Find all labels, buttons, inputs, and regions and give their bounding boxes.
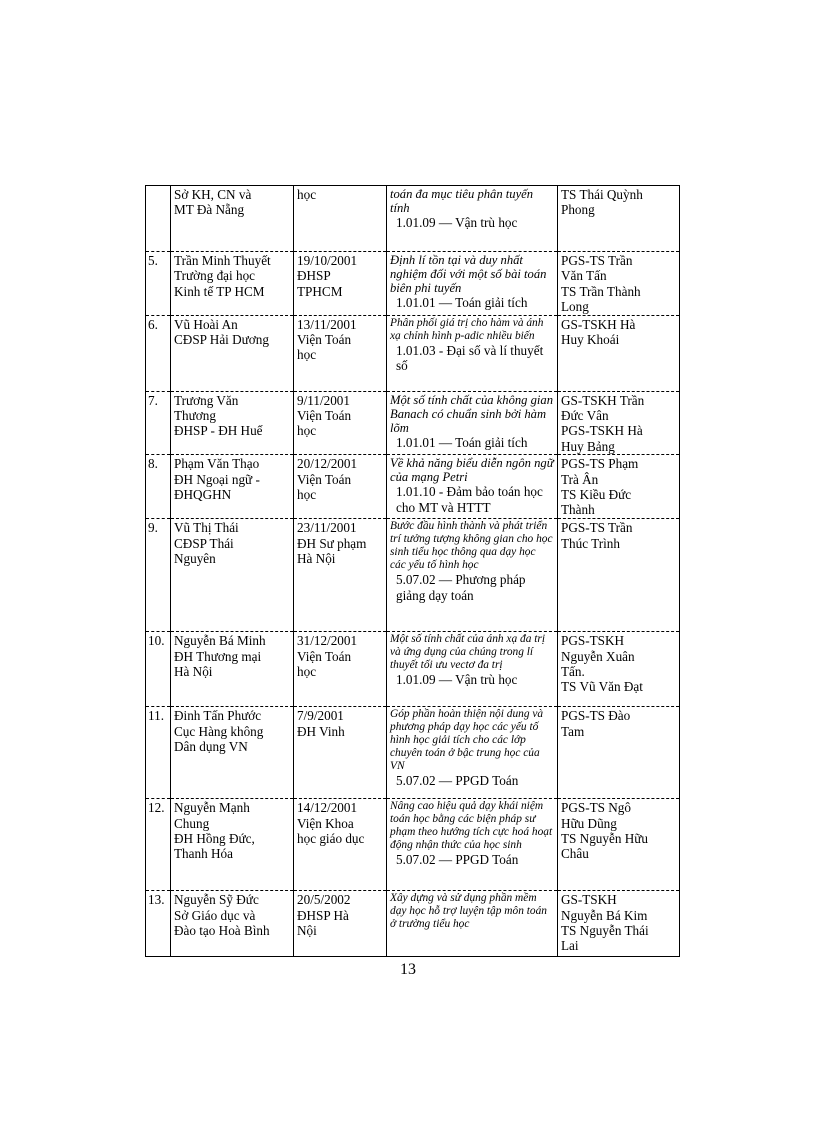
cell-line: TS Kiều Đức [561, 487, 632, 503]
author-cell [171, 186, 294, 252]
thesis-title: Một số tính chất của không gian Banach có chuẩn sinh bởi hàm lõm [390, 392, 553, 435]
table-row [146, 707, 680, 799]
cell-line: Cục Hàng không [174, 723, 264, 739]
cell-line: Viện Toán [297, 648, 352, 664]
author-cell [171, 391, 294, 455]
cell-line: 19/10/2001 [297, 253, 358, 268]
cell-line: ĐH Sư phạm [297, 535, 367, 551]
cell-line: Trường đại học [174, 268, 256, 284]
cell-line: Thương [174, 408, 216, 424]
cell-line: MT Đà Nẵng [174, 202, 245, 218]
advisor-cell [558, 519, 680, 632]
cell-line: Phạm Văn Thạo [174, 456, 260, 472]
specialty-code: 1.01.01 — Toán giải tích [396, 295, 528, 310]
author-cell [171, 455, 294, 519]
cell-line: PGS-TS Trần [561, 520, 633, 536]
cell-line: học [297, 487, 317, 503]
cell-line: Nguyễn Mạnh [174, 800, 250, 816]
cell-line: ĐHSP - ĐH Huế [174, 423, 263, 439]
advisor-cell [558, 252, 680, 316]
advisor-cell [558, 707, 680, 799]
defense-cell [294, 252, 387, 316]
cell-line: Nội [297, 923, 317, 939]
cell-line: Nguyễn Bá Kim [561, 907, 648, 923]
row-number: 6. [146, 315, 171, 391]
cell-line: ĐHQGHN [174, 487, 232, 503]
advisor-cell [558, 455, 680, 519]
defense-cell [294, 799, 387, 891]
table-row [146, 252, 680, 316]
thesis-title: Một số tính chất của ánh xạ đa trị và ứng dụng của chúng trong lí thuyết tối ưu vectơ đa trị [390, 633, 546, 672]
cell-line: Trương Văn [174, 392, 239, 408]
author-cell [171, 519, 294, 632]
cell-line: TS Nguyễn Hữu [561, 831, 649, 847]
cell-line: Phong [561, 202, 595, 218]
defense-cell [294, 315, 387, 391]
cell-line: Huy Bảng [561, 438, 615, 454]
row-number [146, 186, 171, 252]
cell-line: ĐHSP Hà [297, 907, 349, 923]
thesis-table [145, 185, 680, 957]
cell-line: Văn Tấn [561, 268, 607, 284]
table-row [146, 186, 680, 252]
cell-line: Sở Giáo dục và [174, 907, 256, 923]
cell-line: ĐH Hồng Đức, [174, 831, 255, 847]
thesis-title: Góp phần hoàn thiện nội dung và phương pháp dạy học các yếu tố hình học giải tích cho các lớp chuyên toán ở bậc trung học của VN [390, 708, 544, 773]
table-row [146, 391, 680, 455]
cell-line: ĐH Thương mại [174, 648, 262, 664]
cell-line: Sở KH, CN và [174, 187, 252, 202]
thesis-title-cell [387, 455, 558, 519]
cell-line: Hà Nội [297, 551, 336, 567]
cell-line: GS-TSKH [561, 892, 617, 908]
defense-cell [294, 707, 387, 799]
specialty-code: 5.07.02 — PPGD Toán [396, 773, 519, 789]
cell-line: Trà Ân [561, 471, 599, 487]
row-number: 5. [146, 252, 171, 316]
cell-line: học [297, 423, 317, 439]
cell-line: PGS-TS Đào [561, 708, 631, 724]
cell-line: Đức Vân [561, 408, 609, 424]
cell-line: 23/11/2001 [297, 520, 357, 536]
cell-line: học [297, 187, 317, 202]
cell-line: ĐHSP [297, 268, 331, 284]
cell-line: Huy Khoái [561, 332, 620, 348]
thesis-title: Phân phối giá trị cho hàm và ánh xạ chỉnh hình p-adic nhiều biến [390, 316, 544, 342]
thesis-title-cell [387, 186, 558, 252]
cell-line: PGS-TSKH Hà [561, 423, 643, 439]
advisor-cell [558, 891, 680, 957]
advisor-cell [558, 799, 680, 891]
cell-line: PGS-TSKH [561, 633, 625, 649]
cell-line: Kinh tế TP HCM [174, 283, 265, 299]
thesis-title-cell [387, 707, 558, 799]
cell-line: Hà Nội [174, 664, 213, 680]
cell-line: 9/11/2001 [297, 392, 350, 408]
thesis-title-cell [387, 891, 558, 957]
page-number: 13 [400, 961, 416, 978]
cell-line: 7/9/2001 [297, 708, 344, 724]
author-cell [171, 707, 294, 799]
cell-line: Viện Toán [297, 332, 352, 348]
cell-line: Hữu Dũng [561, 815, 617, 831]
thesis-title: Bước đầu hình thành và phát triển trí tưởng tượng không gian cho học sinh tiểu học thông qua dạy học các yếu tố hình học [390, 520, 553, 572]
defense-cell [294, 455, 387, 519]
cell-line: học [297, 664, 317, 680]
cell-line: Tấn. [561, 664, 585, 680]
cell-line: Chung [174, 815, 210, 831]
cell-line: 20/12/2001 [297, 456, 358, 472]
table-row [146, 891, 680, 957]
cell-line: PGS-TS Phạm [561, 456, 639, 472]
cell-line: Đinh Tấn Phước [174, 708, 262, 724]
table-row [146, 632, 680, 707]
author-cell [171, 799, 294, 891]
cell-line: CĐSP Thái [174, 535, 234, 551]
cell-line: GS-TSKH Trần [561, 392, 645, 408]
cell-line: TS Nguyễn Thái [561, 923, 649, 939]
row-number: 10. [146, 632, 171, 707]
defense-cell [294, 891, 387, 957]
advisor-cell [558, 391, 680, 455]
specialty-code: 5.07.02 — Phương pháp giảng dạy toán [396, 572, 526, 603]
cell-line: Viện Toán [297, 408, 352, 424]
cell-line: học [297, 347, 317, 363]
row-number: 7. [146, 391, 171, 455]
thesis-title-cell [387, 315, 558, 391]
cell-line: Nguyễn Bá Minh [174, 633, 266, 649]
defense-cell [294, 519, 387, 632]
author-cell [171, 891, 294, 957]
cell-line: 31/12/2001 [297, 633, 358, 649]
row-number: 13. [146, 891, 171, 957]
table-row [146, 799, 680, 891]
table-row [146, 455, 680, 519]
advisor-cell [558, 632, 680, 707]
specialty-code: 1.01.10 - Đảm bảo toán học cho MT và HTTT [396, 484, 543, 515]
cell-line: Viện Toán [297, 471, 352, 487]
author-cell [171, 315, 294, 391]
row-number: 11. [146, 707, 171, 799]
cell-line: 20/5/2002 [297, 892, 351, 908]
thesis-title: Nâng cao hiệu quả dạy khái niệm toán học bằng các biện pháp sư phạm theo hướng tích cực hoá hoạt động nhận thức của học sinh [390, 800, 553, 852]
cell-line: PGS-TS Ngô [561, 800, 631, 816]
cell-line: Nguyễn Xuân [561, 648, 635, 664]
table-row [146, 315, 680, 391]
cell-line: TS Thái Quỳnh [561, 187, 643, 202]
cell-line: Long [561, 299, 589, 315]
advisor-cell [558, 315, 680, 391]
thesis-title-cell [387, 799, 558, 891]
cell-line: TPHCM [297, 283, 343, 299]
cell-line: Trần Minh Thuyết [174, 253, 271, 268]
cell-line: ĐH Vinh [297, 723, 345, 739]
thesis-title-cell [387, 632, 558, 707]
table-row [146, 519, 680, 632]
cell-line: Nguyên [174, 551, 216, 567]
specialty-code: 1.01.01 — Toán giải tích [396, 434, 528, 450]
cell-line: Đào tạo Hoà Bình [174, 923, 270, 939]
specialty-code: 1.01.09 — Vận trù học [396, 215, 518, 230]
cell-line: 14/12/2001 [297, 800, 358, 816]
specialty-code: 1.01.03 - Đại số và lí thuyết số [396, 342, 544, 374]
cell-line: PGS-TS Trần [561, 253, 633, 268]
defense-cell [294, 391, 387, 455]
cell-line: 13/11/2001 [297, 316, 357, 332]
thesis-title-cell [387, 519, 558, 632]
cell-line: Tam [561, 723, 585, 739]
cell-line: Thành [561, 502, 595, 518]
cell-line: Thanh Hóa [174, 846, 233, 862]
cell-line: Vũ Hoài An [174, 316, 238, 332]
cell-line: CĐSP Hải Dương [174, 332, 269, 348]
cell-line: Viện Khoa [297, 815, 354, 831]
thesis-title: Định lí tồn tại và duy nhất nghiệm đối với một số bài toán biên phi tuyến [390, 253, 547, 295]
row-number: 8. [146, 455, 171, 519]
cell-line: Lai [561, 938, 579, 954]
thesis-title: toán đa mục tiêu phân tuyến tính [390, 187, 534, 215]
cell-line: TS Trần Thành [561, 283, 641, 299]
cell-line: học giáo dục [297, 831, 365, 847]
thesis-title: Xây dựng và sử dụng phần mềm dạy học hỗ trợ luyện tập môn toán ở trường tiểu học [390, 892, 547, 931]
cell-line: GS-TSKH Hà [561, 316, 636, 332]
specialty-code: 5.07.02 — PPGD Toán [396, 852, 519, 868]
thesis-title: Về khả năng biểu diễn ngôn ngữ của mạng Petri [390, 456, 554, 485]
thesis-title-cell [387, 252, 558, 316]
defense-cell [294, 186, 387, 252]
author-cell [171, 252, 294, 316]
cell-line: ĐH Ngoại ngữ - [174, 471, 260, 487]
row-number: 9. [146, 519, 171, 632]
defense-cell [294, 632, 387, 707]
author-cell [171, 632, 294, 707]
advisor-cell [558, 186, 680, 252]
thesis-title-cell [387, 391, 558, 455]
cell-line: Dân dụng VN [174, 739, 248, 755]
cell-line: Châu [561, 846, 589, 862]
row-number: 12. [146, 799, 171, 891]
cell-line: Thúc Trình [561, 535, 620, 551]
cell-line: Nguyễn Sỹ Đức [174, 892, 259, 908]
cell-line: TS Vũ Văn Đạt [561, 679, 643, 695]
cell-line: Vũ Thị Thái [174, 520, 239, 536]
specialty-code: 1.01.09 — Vận trù học [396, 672, 518, 688]
